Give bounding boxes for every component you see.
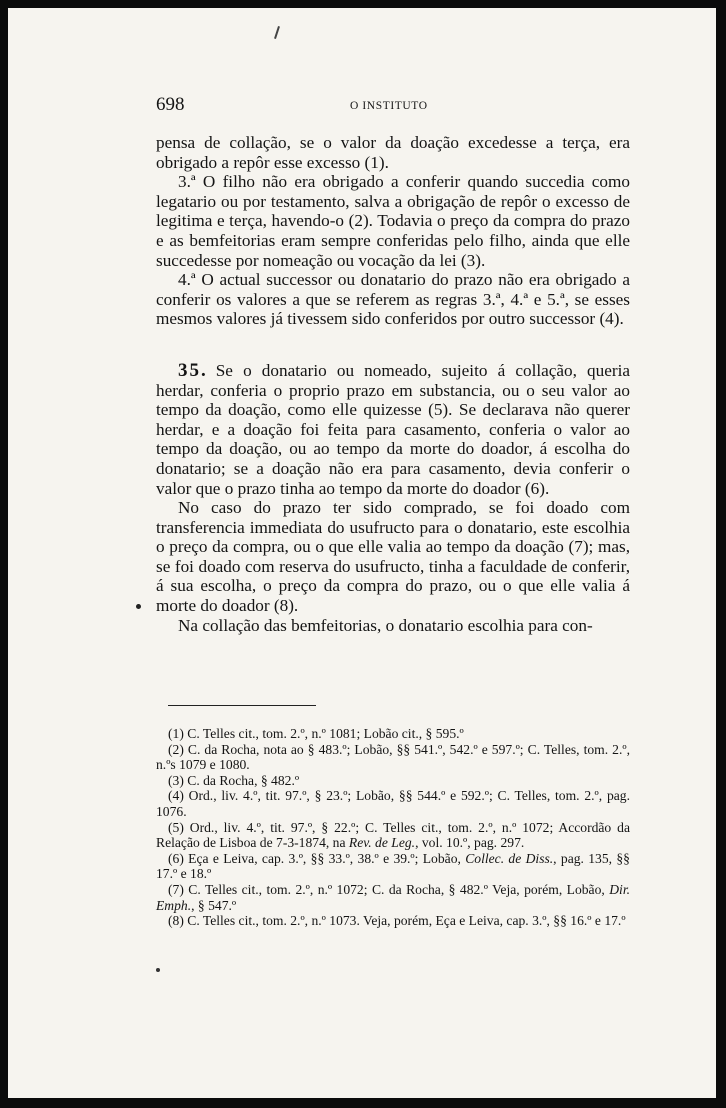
paragraph: Na collação das bemfeitorias, o donatario escolhia para con- xyxy=(178,615,593,635)
paragraph-text: Se o donatario ou nomeado, sujeito á collação, queria herdar, conferia o proprio prazo em substancia, ou o seu valor ao tempo da doação, como elle quizesse (5). Se declarava não querer herdar, e a doação foi feita para casamento, conferia o valor ao tempo da doação, ou ao tempo da morte do doador, á escolha do donatario; se a doação não era para casamento, devia conferir o valor que o prazo tinha ao tempo da morte do doador (6). xyxy=(156,360,630,498)
main-text xyxy=(156,133,630,635)
page-number: 698 xyxy=(156,94,185,115)
book-page xyxy=(8,8,716,1098)
footnote: (4) Ord., liv. 4.º, tit. 97.º, § 23.º; Lobão, §§ 544.º e 592.º; C. Telles, tom. 2.º, pag. 1076. xyxy=(156,788,630,819)
running-title: O INSTITUTO xyxy=(350,100,428,112)
ink-mark xyxy=(274,26,280,39)
footnote: (6) Eça e Leiva, cap. 3.º, §§ 33.º, 38.º e 39.º; Lobão, Collec. de Diss., pag. 135, §§ 17.º e 18.º xyxy=(156,850,630,882)
margin-dot xyxy=(156,968,160,972)
footnote: (2) C. da Rocha, nota ao § 483.º; Lobão, §§ 541.º, 542.º e 597.º; C. Telles, tom. 2.º, n.ºs 1079 e 1080. xyxy=(156,741,630,773)
footnote: (5) Ord., liv. 4.º, tit. 97.º, § 22.º; C. Telles cit., tom. 2.º, n.º 1072; Accordão da Relação de Lisboa de 7-3-1874, na Rev. de Leg., vol. 10.º, pag. 297. xyxy=(156,819,630,851)
margin-dot xyxy=(136,604,141,609)
paragraph: 3.ª O filho não era obrigado a conferir quando succedia como legatario ou por testamento, salva a obrigação de repôr o excesso de legitima e terça, havendo-o (2). Todavia o preço da compra do prazo e as bemfeitorias eram sempre conferidas pelo filho, ainda que elle succedesse por nomeação ou vocação da lei (3). xyxy=(156,172,630,270)
footnote-divider xyxy=(168,705,316,706)
paragraph: 4.ª O actual successor ou donatario do prazo não era obrigado a conferir os valores a que se referem as regras 3.ª, 4.ª e 5.ª, se esses mesmos valores já tivessem sido conferidos por outro successor (4). xyxy=(156,270,630,329)
section-number: 35. xyxy=(178,359,208,381)
paragraph: No caso do prazo ter sido comprado, se foi doado com transferencia immediata do usufructo para o donatario, este escolhia o preço da compra, ou o que elle valia ao tempo da doação (7); mas, se foi doado com reserva do usufructo, tinha a faculdade de conferir, á sua escolha, o preço da compra do prazo, ou o que elle valia á morte do doador (8). xyxy=(156,498,630,616)
section-35-paragraph xyxy=(156,361,630,498)
footnote: (1) C. Telles cit., tom. 2.º, n.º 1081; Lobão cit., § 595.º xyxy=(168,726,464,741)
footnotes xyxy=(156,726,630,929)
footnote: (3) C. da Rocha, § 482.º xyxy=(168,772,300,788)
footnote: (7) C. Telles cit., tom. 2.º, n.º 1072; C. da Rocha, § 482.º Veja, porém, Lobão, Dir. Emph., § 547.º xyxy=(156,881,630,913)
footnote: (8) C. Telles cit., tom. 2.º, n.º 1073. Veja, porém, Eça e Leiva, cap. 3.º, §§ 16.º e 17.º xyxy=(168,913,626,929)
paragraph: pensa de collação, se o valor da doação excedesse a terça, era obrigado a repôr esse excesso (1). xyxy=(156,133,630,172)
